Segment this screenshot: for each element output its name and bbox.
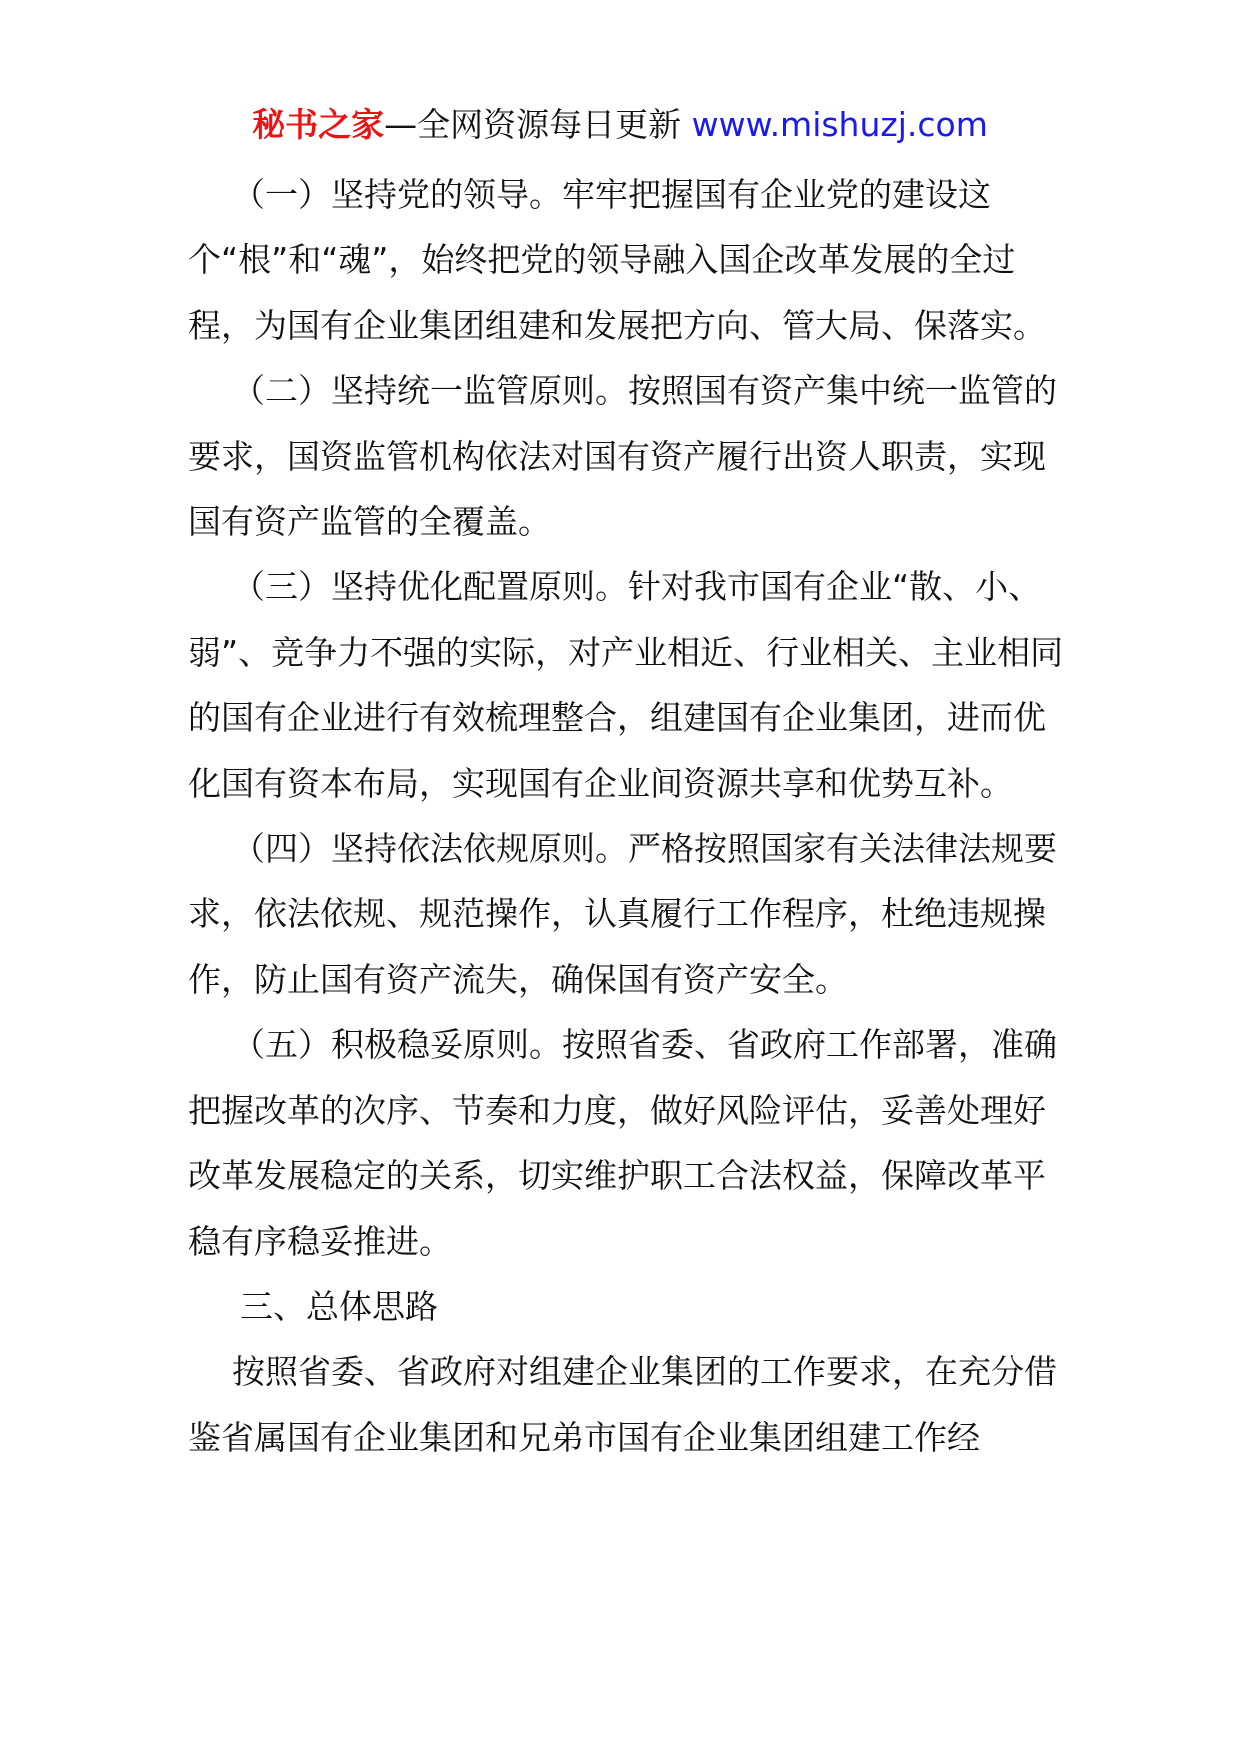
principle-paragraph-4: （四）坚持依法依规原则。严格按照国家有关法律法规要求，依法依规、规范操作，认真履行工作程序，杜绝违规操作，防止国有资产流失，确保国有资产安全。 — [188, 829, 1057, 999]
header-tagline: —全网资源每日更新 — [384, 105, 692, 144]
principle-paragraph-2: （二）坚持统一监管原则。按照国有资产集中统一监管的要求，国资监管机构依法对国有资产履行出资人职责，实现国有资产监管的全覆盖。 — [188, 371, 1057, 542]
principle-paragraph-3: （三）坚持优化配置原则。针对我市国有企业“散、小、弱”、竞争力不强的实际，对产业相近、行业相关、主业相同的国有企业进行有效梳理整合，组建国有企业集团，进而优化国有资本布局，实现国有企业间资源共享和优势互补。 — [188, 567, 1064, 803]
document-body — [188, 162, 1068, 1470]
site-header — [0, 98, 1240, 152]
principle-paragraph-5: （五）积极稳妥原则。按照省委、省政府工作部署，准确把握改革的次序、节奏和力度，做好风险评估，妥善处理好改革发展稳定的关系，切实维护职工合法权益，保障改革平稳有序稳妥推进。 — [188, 1025, 1057, 1261]
site-url-link[interactable]: www.mishuzj.com — [691, 105, 988, 144]
section-heading: 三、总体思路 — [240, 1286, 438, 1326]
principle-paragraph-1: （一）坚持党的领导。牢牢把握国有企业党的建设这个“根”和“魂”，始终把党的领导融入国企改革发展的全过程，为国有企业集团组建和发展把方向、管大局、保落实。 — [188, 175, 1046, 345]
brand-name: 秘书之家 — [252, 105, 385, 144]
overall-approach-paragraph: 按照省委、省政府对组建企业集团的工作要求，在充分借鉴省属国有企业集团和兄弟市国有企业集团组建工作经 — [188, 1352, 1057, 1457]
